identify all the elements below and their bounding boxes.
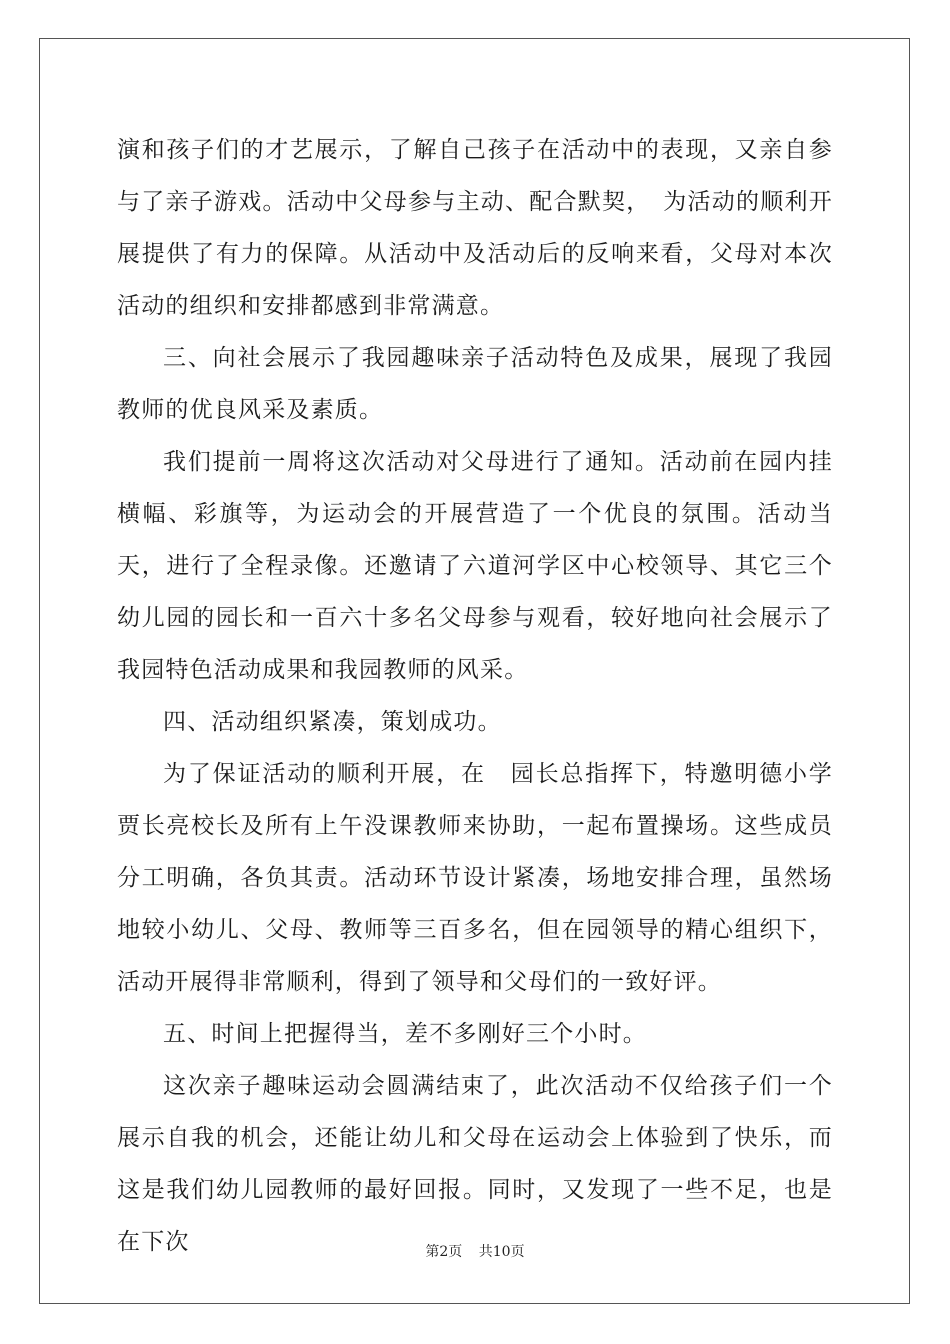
paragraph-5: 为了保证活动的顺利开展，在 园长总指挥下，特邀明德小学贾长亮校长及所有上午没课教师来协助，一起布置操场。这些成员分工明确，各负其责。活动环节设计紧凑，场地安排合理，虽然场地较小幼儿、父母、教师等三百多名，但在园领导的精心组织下，活动开展得非常顺利，得到了领导和父母们的一致好评。 xyxy=(117,761,833,995)
page-number-current: 第2页 xyxy=(425,1244,463,1260)
page-number-total: 共10页 xyxy=(478,1244,525,1260)
paragraph-2-heading: 三、向社会展示了我园趣味亲子活动特色及成果，展现了我园教师的优良风采及素质。 xyxy=(117,345,833,423)
paragraph-3: 我们提前一周将这次活动对父母进行了通知。活动前在园内挂横幅、彩旗等，为运动会的开展营造了一个优良的氛围。活动当天，进行了全程录像。还邀请了六道河学区中心校领导、其它三个幼儿园的园长和一百六十多名父母参与观看，较好地向社会展示了我园特色活动成果和我园教师的风采。 xyxy=(117,449,833,683)
document-body xyxy=(117,124,833,1268)
paragraph-1: 演和孩子们的才艺展示，了解自己孩子在活动中的表现，又亲自参与了亲子游戏。活动中父母参与主动、配合默契， 为活动的顺利开展提供了有力的保障。从活动中及活动后的反响来看，父母对本次活动的组织和安排都感到非常满意。 xyxy=(117,137,833,319)
page-footer xyxy=(0,1241,950,1261)
paragraph-7: 这次亲子趣味运动会圆满结束了，此次活动不仅给孩子们一个展示自我的机会，还能让幼儿和父母在运动会上体验到了快乐，而这是我们幼儿园教师的最好回报。同时，又发现了一些不足，也是在下次 xyxy=(117,1073,833,1255)
paragraph-4-heading: 四、活动组织紧凑，策划成功。 xyxy=(163,709,502,735)
paragraph-6-heading: 五、时间上把握得当，差不多刚好三个小时。 xyxy=(163,1021,647,1047)
